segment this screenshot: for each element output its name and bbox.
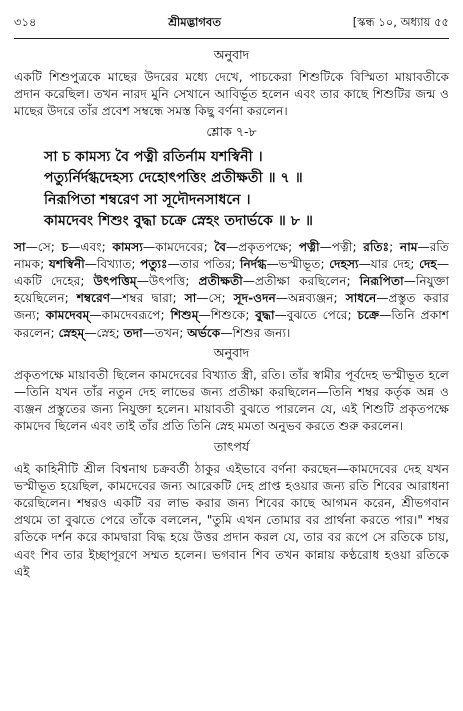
sanskrit-word: সাধনে <box>345 291 377 306</box>
sanskrit-word: পত্নী <box>298 239 320 254</box>
word-meaning: তখন <box>154 325 180 340</box>
word-meaning: প্রকৃতপক্ষে <box>238 239 289 254</box>
sanskrit-word: শিশুম্ <box>170 308 199 323</box>
sanskrit-word: স্নেহম্ <box>58 325 85 340</box>
word-meaning: বুঝতে পেরে <box>286 308 348 323</box>
translation-text-2: প্রকৃতপক্ষে মায়াবতী ছিলেন কামদেবের বিখ্যাত স্ত্রী, রতি। তাঁর স্বামীর পূর্বদেহ ভস্মীভূত হলে—তিনি যখন তাঁর নতুন দেহ লাভের জন্য প্রতীক্ষা করছিলেন—তিনি শম্বর কর্তৃক অন্ন ও ব্যঞ্জন প্রস্তুতের জন্য নিযুক্তা হলেন। মায়াবতী বুঝতে পারলেন যে, এই শিশুটি প্রকৃতপক্ষে কামদেব ছিলেন এবং তাই তাঁর প্রতি তিনি স্নেহ মমতা অনুভব করতে শুরু করলেন। <box>14 367 449 434</box>
sanskrit-word: নাম <box>399 239 418 254</box>
sanskrit-word: পত্যুঃ <box>140 256 168 271</box>
sanskrit-word: কামস্য <box>112 239 143 254</box>
sanskrit-word: চ <box>61 239 69 254</box>
sanskrit-word: দেহস্য <box>329 256 359 271</box>
translation-heading: অনুবাদ <box>213 47 250 62</box>
sanskrit-word: নিরূপিতা <box>359 274 404 289</box>
word-meaning: শম্বর দ্বারা <box>122 291 173 306</box>
sanskrit-word: শম্বরেণ <box>76 291 111 306</box>
header-rule <box>14 38 449 39</box>
word-meaning: সে <box>37 239 51 254</box>
word-meaning: অন্নব্যঞ্জন <box>288 291 334 306</box>
sanskrit-word: যশস্বিনী <box>48 256 85 271</box>
sanskrit-word: নির্দগ্ধ <box>240 256 267 271</box>
word-meaning: যার দেহ <box>370 256 411 271</box>
sanskrit-word: অর্ভকে <box>187 325 221 340</box>
sanskrit-word: দেহ <box>419 256 437 271</box>
sanskrit-word: প্রতীক্ষতী <box>198 274 243 289</box>
word-meaning: সে <box>208 291 222 306</box>
word-meaning: উৎপত্তি <box>148 274 186 289</box>
word-meaning: কামদেবের <box>155 239 204 254</box>
sanskrit-word: সূদ-ওদন <box>233 291 276 306</box>
purport-heading: তাৎপর্য <box>213 438 250 454</box>
word-meaning: প্রস্তুত করার জন্য <box>14 291 450 323</box>
word-meaning: তিনি প্রকাশ করলেন <box>14 308 449 340</box>
word-meaning: কামদেবরূপে <box>101 308 161 323</box>
translation-text: একটি শিশুপুত্রকে মাছের উদরের মধ্যে দেখে, পাচকেরা শিশুটিকে বিস্মিতা মায়াবতীকে প্রদান করেছিল। তখন নারদ মুনি সেখানে আবির্ভূত হলেন এবং তার কাছে শিশুটির জন্ম ও মাছের উদরে তাঁর প্রবেশ সম্বন্ধে সমস্ত কিছু বর্ণনা করলেন। <box>14 70 449 119</box>
word-meaning: বিখ্যাত <box>96 256 132 271</box>
page-number: ৩১৪ <box>14 15 37 29</box>
word-meaning: ভস্মীভূত <box>278 256 321 271</box>
word-meaning: শিশুর জন্য <box>232 325 286 340</box>
sanskrit-word: সা <box>184 291 197 306</box>
sanskrit-word: সা <box>14 239 26 254</box>
word-meaning: এবং <box>80 239 102 254</box>
verse-line: পত্যুর্নির্দগ্ধদেহস্য দেহোৎপত্তিং প্রতীক্ষতী ॥ ৭ ॥ <box>44 170 303 187</box>
word-meaning: স্নেহ <box>96 325 116 340</box>
word-meaning: তার পতির <box>179 256 232 271</box>
verse-line: কামদেবং শিশুং বুদ্ধা চক্রে স্নেহং তদার্ভকে ॥ ৮ ॥ <box>44 213 313 230</box>
word-meaning: প্রতীক্ষা করছিলেন <box>254 274 347 289</box>
word-meaning: রতি নামক <box>14 239 450 271</box>
canto-chapter: [স্কন্ধ ১০, অধ্যায় ৫৫ <box>352 15 449 29</box>
word-meanings: সা—সে; চ—এবং; কামস্য—কামদেবের; বৈ—প্রকৃতপক্ষে; পত্নী—পত্নী; রতিঃ; নাম—রতি নামক; যশস্বিনী—বিখ্যাত; পত্যুঃ—তার পতির; নির্দগ্ধ—ভস্মীভূত; দেহস্য—যার দেহ; দেহ—একটি দেহের; উৎপত্তিম্—উৎপত্তি; প্রতীক্ষতী—প্রতীক্ষা করছিলেন; নিরূপিতা—নিযুক্তা হয়েছিলেন; শম্বরেণ—শম্বর দ্বারা; সা—সে; সূদ-ওদন—অন্নব্যঞ্জন; সাধনে—প্রস্তুত করার জন্য; কামদেবম্—কামদেবরূপে; শিশুম্—শিশুকে; বুদ্ধা—বুঝতে পেরে; চক্রে—তিনি প্রকাশ করলেন; স্নেহম্—স্নেহ; তদা—তখন; অর্ভকে—শিশুর জন্য। <box>14 239 450 340</box>
word-meaning: নিযুক্তা হয়েছিলেন <box>14 274 450 306</box>
book-title: শ্রীমদ্ভাগবত <box>168 15 221 29</box>
word-meaning: শিশুকে <box>210 308 246 323</box>
page-header <box>14 14 449 33</box>
sanskrit-word: বুদ্ধা <box>255 308 275 323</box>
sanskrit-word: রতিঃ <box>363 239 390 254</box>
sanskrit-word: তদা <box>123 325 143 340</box>
verse-line: সা চ কামস্য বৈ পত্নী রতির্নাম যশস্বিনী । <box>44 148 263 165</box>
word-meaning: পত্নী <box>331 239 353 254</box>
word-meaning: একটি দেহের <box>14 274 81 289</box>
sloka-verse <box>44 147 449 233</box>
sanskrit-word: কামদেবম্ <box>45 308 90 323</box>
sloka-heading: শ্লোক ৭-৮ <box>206 123 257 139</box>
sanskrit-word: বৈ <box>214 239 227 254</box>
purport-text: এই কাহিনীটি শ্রীল বিশ্বনাথ চক্রবর্তী ঠাকুর এইভাবে বর্ণনা করছেন—কামদেবের দেহ যখন ভস্মীভূত হয়েছিল, কামদেবের জন্য আরেকটি দেহ প্রাপ্ত হওয়ার জন্য রতি শিবের আরাধনা করেছিলেন। শম্বরও একটি বর লাভ করার জন্য শিবের কাছে আগমন করেন, শ্রীভগবান প্রথমে তা বুঝতে পেরে তাঁকে বললেন, "তুমি এখন তোমার বর প্রার্থনা করতে পার।" শম্বর রতিকে দর্শন করে কামদ্বারা বিদ্ধ হয়ে উত্তর প্রদান করল যে, তার বর রূপে সে রতিকে চায়, এবং শিব তার ইচ্ছাপূরণে সম্মত হলেন। ভগবান শিব তখন কান্নায় কণ্ঠরোধ হওয়া রতিকে এই <box>14 461 449 579</box>
translation-heading-2: অনুবাদ <box>213 344 250 360</box>
sanskrit-word: চক্রে <box>357 308 380 323</box>
verse-line: নিরূপিতা শম্বরেণ সা সূদৌদনসাধনে । <box>44 191 251 208</box>
sanskrit-word: উৎপত্তিম্ <box>93 274 137 289</box>
